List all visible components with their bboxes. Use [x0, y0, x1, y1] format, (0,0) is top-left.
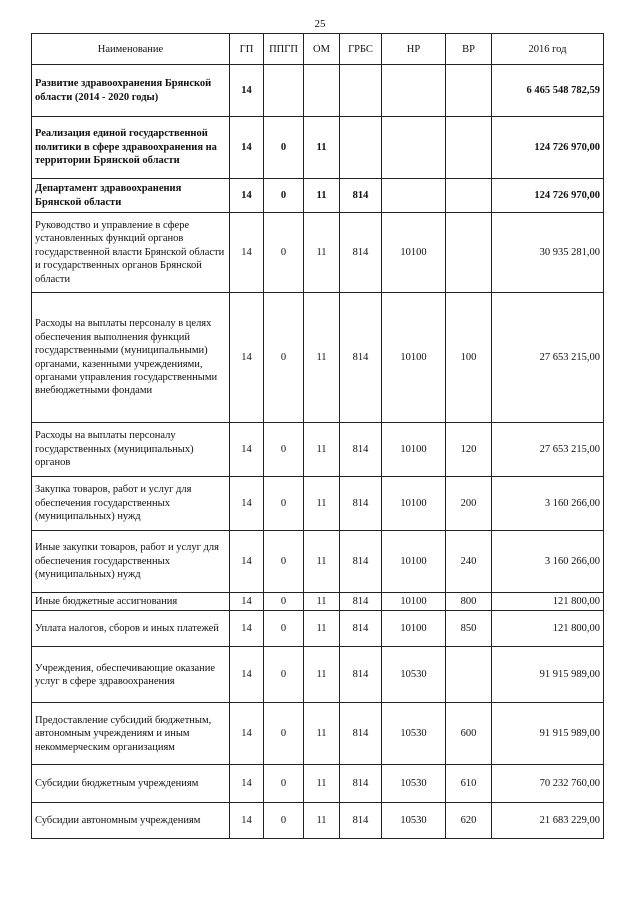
row-nr — [382, 117, 446, 179]
row-nr: 10100 — [382, 611, 446, 647]
row-om: 11 — [304, 423, 340, 477]
row-grbs — [340, 117, 382, 179]
table-row — [32, 423, 604, 477]
row-grbs: 814 — [340, 703, 382, 765]
row-om — [304, 65, 340, 117]
row-nr: 10530 — [382, 765, 446, 803]
row-grbs: 814 — [340, 179, 382, 213]
row-ppgp: 0 — [264, 117, 304, 179]
table-row — [32, 803, 604, 839]
row-grbs: 814 — [340, 765, 382, 803]
row-ppgp — [264, 65, 304, 117]
row-gp: 14 — [230, 765, 264, 803]
table-row — [32, 65, 604, 117]
header-vr: ВР — [446, 34, 492, 65]
row-om: 11 — [304, 293, 340, 423]
row-amount: 30 935 281,00 — [492, 213, 604, 293]
row-grbs: 814 — [340, 477, 382, 531]
header-ppgp: ППГП — [264, 34, 304, 65]
header-grbs: ГРБС — [340, 34, 382, 65]
row-grbs: 814 — [340, 593, 382, 611]
row-vr: 620 — [446, 803, 492, 839]
table-row — [32, 293, 604, 423]
row-name: Субсидии автономным учреждениям — [32, 803, 230, 839]
row-name: Иные бюджетные ассигнования — [32, 593, 230, 611]
table-row — [32, 611, 604, 647]
row-vr — [446, 179, 492, 213]
row-vr: 610 — [446, 765, 492, 803]
row-name: Иные закупки товаров, работ и услуг для обеспечения государственных (муниципальных) нужд — [32, 531, 230, 593]
row-amount: 121 800,00 — [492, 611, 604, 647]
row-nr — [382, 179, 446, 213]
row-nr: 10100 — [382, 531, 446, 593]
table-row — [32, 593, 604, 611]
budget-table — [31, 33, 604, 839]
row-gp: 14 — [230, 803, 264, 839]
row-om: 11 — [304, 477, 340, 531]
row-grbs: 814 — [340, 531, 382, 593]
row-om: 11 — [304, 213, 340, 293]
header-gp: ГП — [230, 34, 264, 65]
row-vr — [446, 647, 492, 703]
row-gp: 14 — [230, 179, 264, 213]
header-om: ОМ — [304, 34, 340, 65]
row-nr: 10530 — [382, 803, 446, 839]
row-gp: 14 — [230, 611, 264, 647]
row-vr: 120 — [446, 423, 492, 477]
header-name: Наименование — [32, 34, 230, 65]
row-vr — [446, 117, 492, 179]
row-amount: 121 800,00 — [492, 593, 604, 611]
row-gp: 14 — [230, 477, 264, 531]
row-ppgp: 0 — [264, 703, 304, 765]
row-ppgp: 0 — [264, 647, 304, 703]
row-ppgp: 0 — [264, 611, 304, 647]
row-om: 11 — [304, 179, 340, 213]
row-gp: 14 — [230, 647, 264, 703]
row-name: Руководство и управление в сфере установленных функций органов государственной власти Брянской области и государственных органов Брянской области — [32, 213, 230, 293]
row-om: 11 — [304, 703, 340, 765]
row-vr: 600 — [446, 703, 492, 765]
row-om: 11 — [304, 647, 340, 703]
row-name: Расходы на выплаты персоналу государственных (муниципальных) органов — [32, 423, 230, 477]
row-grbs: 814 — [340, 293, 382, 423]
table-header-row — [32, 34, 604, 65]
row-vr: 240 — [446, 531, 492, 593]
row-ppgp: 0 — [264, 531, 304, 593]
row-name: Закупка товаров, работ и услуг для обеспечения государственных (муниципальных) нужд — [32, 477, 230, 531]
row-name: Субсидии бюджетным учреждениям — [32, 765, 230, 803]
row-gp: 14 — [230, 293, 264, 423]
table-row — [32, 765, 604, 803]
row-grbs — [340, 65, 382, 117]
row-grbs: 814 — [340, 213, 382, 293]
row-om: 11 — [304, 611, 340, 647]
table-row — [32, 531, 604, 593]
row-amount: 6 465 548 782,59 — [492, 65, 604, 117]
row-ppgp: 0 — [264, 593, 304, 611]
table-row — [32, 703, 604, 765]
row-om: 11 — [304, 117, 340, 179]
row-nr: 10100 — [382, 593, 446, 611]
row-gp: 14 — [230, 593, 264, 611]
row-vr — [446, 213, 492, 293]
row-amount: 27 653 215,00 — [492, 293, 604, 423]
row-gp: 14 — [230, 703, 264, 765]
row-om: 11 — [304, 803, 340, 839]
row-nr: 10100 — [382, 293, 446, 423]
row-ppgp: 0 — [264, 213, 304, 293]
row-gp: 14 — [230, 213, 264, 293]
row-name: Развитие здравоохранения Брянской области (2014 - 2020 годы) — [32, 65, 230, 117]
row-grbs: 814 — [340, 423, 382, 477]
row-name: Предоставление субсидий бюджетным, автономным учреждениям и иным некоммерческим организациям — [32, 703, 230, 765]
table-row — [32, 213, 604, 293]
row-nr: 10100 — [382, 213, 446, 293]
row-om: 11 — [304, 593, 340, 611]
row-name: Учреждения, обеспечивающие оказание услуг в сфере здравоохранения — [32, 647, 230, 703]
row-ppgp: 0 — [264, 765, 304, 803]
row-om: 11 — [304, 531, 340, 593]
row-vr — [446, 65, 492, 117]
row-vr: 850 — [446, 611, 492, 647]
row-amount: 70 232 760,00 — [492, 765, 604, 803]
row-name: Реализация единой государственной политики в сфере здравоохранения на территории Брянской области — [32, 117, 230, 179]
row-gp: 14 — [230, 65, 264, 117]
row-amount: 124 726 970,00 — [492, 179, 604, 213]
row-amount: 27 653 215,00 — [492, 423, 604, 477]
row-ppgp: 0 — [264, 293, 304, 423]
row-amount: 91 915 989,00 — [492, 647, 604, 703]
row-amount: 21 683 229,00 — [492, 803, 604, 839]
row-amount: 91 915 989,00 — [492, 703, 604, 765]
row-nr: 10100 — [382, 423, 446, 477]
row-ppgp: 0 — [264, 179, 304, 213]
row-grbs: 814 — [340, 647, 382, 703]
row-vr: 800 — [446, 593, 492, 611]
row-amount: 3 160 266,00 — [492, 531, 604, 593]
row-om: 11 — [304, 765, 340, 803]
row-nr: 10530 — [382, 703, 446, 765]
row-name: Уплата налогов, сборов и иных платежей — [32, 611, 230, 647]
row-grbs: 814 — [340, 611, 382, 647]
page-number: 25 — [314, 18, 326, 30]
row-gp: 14 — [230, 531, 264, 593]
row-ppgp: 0 — [264, 423, 304, 477]
row-amount: 3 160 266,00 — [492, 477, 604, 531]
row-name: Расходы на выплаты персоналу в целях обеспечения выполнения функций государственными (муниципальными) органами, казенными учреждениями, органами управления государственными внебюджетными фондами — [32, 293, 230, 423]
table-row — [32, 117, 604, 179]
row-ppgp: 0 — [264, 477, 304, 531]
row-nr: 10530 — [382, 647, 446, 703]
row-gp: 14 — [230, 423, 264, 477]
row-name: Департамент здравоохранения Брянской области — [32, 179, 230, 213]
row-vr: 200 — [446, 477, 492, 531]
row-nr — [382, 65, 446, 117]
header-nr: НР — [382, 34, 446, 65]
header-year: 2016 год — [492, 34, 604, 65]
row-ppgp: 0 — [264, 803, 304, 839]
row-nr: 10100 — [382, 477, 446, 531]
row-gp: 14 — [230, 117, 264, 179]
table-row — [32, 477, 604, 531]
table-row — [32, 179, 604, 213]
row-grbs: 814 — [340, 803, 382, 839]
row-amount: 124 726 970,00 — [492, 117, 604, 179]
table-row — [32, 647, 604, 703]
row-vr: 100 — [446, 293, 492, 423]
